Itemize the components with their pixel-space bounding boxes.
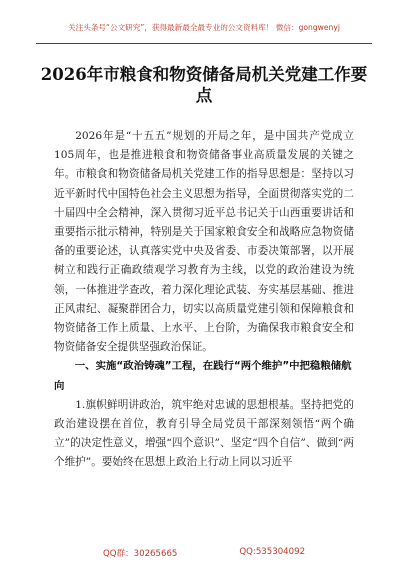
header-divider [36,43,372,44]
qq-contact-text: QQ:535304092 [239,547,306,557]
qq-group-text: QQ群：30265665 [102,549,178,559]
sub-paragraph: 1.旗帜鲜明讲政治，筑牢绝对忠诚的思想根基。坚持把党的政治建设摆在首位，教育引导全局党员干部深刻领悟“两个确立”的决定性意义，增强“四个意识”、坚定“四个自信”、做到“两个维护”。要始终在思想上政治上行动上同以习近平 [54,398,354,469]
intro-paragraph: 2026年是“十五五”规划的开局之年，是中国共产党成立105周年，也是推进粮食和物资储备事业高质量发展的关键之年。市粮食和物资储备局机关党建工作的指导思想是：坚持以习近平新时代中国特色社会主义思想为指导，全面贯彻落实党的二十届四中全会精神，深入贯彻习近平总书记关于山西重要讲话和重要指示批示精神，特别是关于国家粮食安全和战略应急物资储备的重要论述，认真落实党中央及省委、市委决策部署，以开展树立和践行正确政绩观学习教育为主线，以党的政治建设为统领，一体推进学查改，着力深化理论武装、夯实基层基础、推进正风肃纪、凝聚群团合力，切实以高质量党建引领和保障粮食和物资储备工作上质量、上水平、上台阶，为确保我市粮食安全和物资储备安全提供坚强政治保证。 [54,130,354,354]
document-body [54,127,354,473]
promo-header: 关注头条号“公文研究”，获得最新最全最专业的公文资料库！ 微信：gongwenyj [68,23,340,32]
contact-footer [0,547,408,559]
section-heading: 一、实施“政治铸魂”工程，在践行“两个维护”中把稳粮储航向 [54,360,352,392]
document-title: 2026年市粮食和物资储备局机关党建工作要点 [40,65,368,105]
